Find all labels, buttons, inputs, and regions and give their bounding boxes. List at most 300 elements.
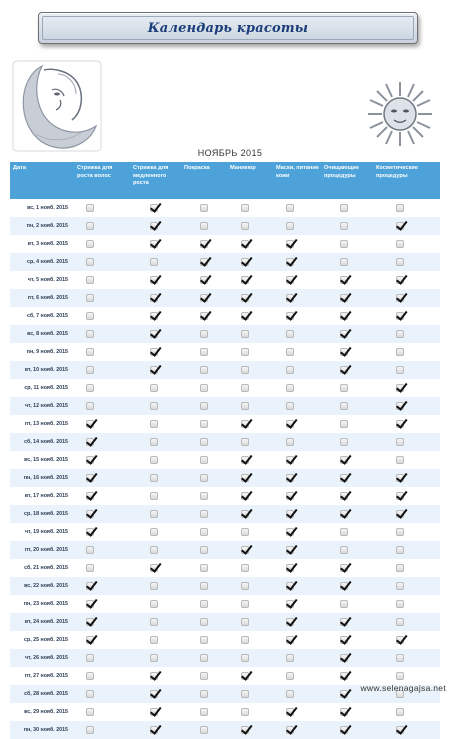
cell-cosmetic <box>373 523 440 541</box>
cell-masks <box>273 649 321 667</box>
table-row <box>10 217 440 235</box>
checkbox-checked[interactable] <box>396 384 404 392</box>
cell-manicure <box>227 577 273 595</box>
date-cell: ср, 25 нояб. 2015 <box>10 631 74 649</box>
checkbox-checked[interactable] <box>286 294 294 302</box>
checkbox-checked[interactable] <box>241 240 249 248</box>
checkbox-checked[interactable] <box>340 294 348 302</box>
header-cleansing: Очищающие процедуры <box>321 162 373 199</box>
checkbox-unchecked[interactable] <box>86 384 94 392</box>
checkbox-unchecked[interactable] <box>286 348 294 356</box>
checkbox-checked[interactable] <box>150 222 158 230</box>
checkbox-unchecked[interactable] <box>241 330 249 338</box>
cell-cosmetic <box>373 343 440 361</box>
checkbox-unchecked[interactable] <box>86 402 94 410</box>
cell-cosmetic <box>373 433 440 451</box>
cell-masks <box>273 505 321 523</box>
cell-manicure <box>227 379 273 397</box>
cell-manicure <box>227 631 273 649</box>
checkbox-unchecked[interactable] <box>241 366 249 374</box>
checkbox-unchecked[interactable] <box>241 528 249 536</box>
cell-cleansing <box>321 559 373 577</box>
checkbox-unchecked[interactable] <box>86 276 94 284</box>
checkbox-checked[interactable] <box>150 672 158 680</box>
checkbox-checked[interactable] <box>340 636 348 644</box>
cell-masks <box>273 685 321 703</box>
cell-haircut-slow-growth <box>130 595 181 613</box>
checkbox-unchecked[interactable] <box>340 420 348 428</box>
cell-masks <box>273 559 321 577</box>
date-cell: чт, 19 нояб. 2015 <box>10 523 74 541</box>
cell-cleansing <box>321 613 373 631</box>
checkbox-checked[interactable] <box>200 240 208 248</box>
checkbox-unchecked[interactable] <box>150 456 158 464</box>
checkbox-checked[interactable] <box>286 726 294 734</box>
checkbox-unchecked[interactable] <box>86 204 94 212</box>
checkbox-unchecked[interactable] <box>200 222 208 230</box>
checkbox-checked[interactable] <box>340 708 348 716</box>
checkbox-unchecked[interactable] <box>241 384 249 392</box>
checkbox-unchecked[interactable] <box>86 654 94 662</box>
table-row <box>10 721 440 739</box>
checkbox-checked[interactable] <box>150 726 158 734</box>
cell-cosmetic <box>373 595 440 613</box>
checkbox-checked[interactable] <box>86 600 94 608</box>
checkbox-unchecked[interactable] <box>200 654 208 662</box>
checkbox-unchecked[interactable] <box>86 672 94 680</box>
checkbox-unchecked[interactable] <box>200 546 208 554</box>
checkbox-checked[interactable] <box>286 636 294 644</box>
date-cell: пт, 6 нояб. 2015 <box>10 289 74 307</box>
checkbox-unchecked[interactable] <box>241 222 249 230</box>
date-cell: сб, 28 нояб. 2015 <box>10 685 74 703</box>
checkbox-unchecked[interactable] <box>200 564 208 572</box>
checkbox-unchecked[interactable] <box>340 402 348 410</box>
cell-haircut-slow-growth <box>130 721 181 739</box>
cell-manicure <box>227 469 273 487</box>
checkbox-checked[interactable] <box>241 672 249 680</box>
checkbox-unchecked[interactable] <box>200 726 208 734</box>
checkbox-unchecked[interactable] <box>150 420 158 428</box>
cell-cleansing <box>321 631 373 649</box>
cell-haircut-slow-growth <box>130 649 181 667</box>
checkbox-unchecked[interactable] <box>396 438 404 446</box>
date-cell: вс, 22 нояб. 2015 <box>10 577 74 595</box>
checkbox-checked[interactable] <box>86 618 94 626</box>
checkbox-unchecked[interactable] <box>86 546 94 554</box>
cell-cosmetic <box>373 703 440 721</box>
checkbox-unchecked[interactable] <box>286 438 294 446</box>
cell-masks <box>273 361 321 379</box>
date-cell: ср, 4 нояб. 2015 <box>10 253 74 271</box>
checkbox-checked[interactable] <box>286 618 294 626</box>
cell-masks <box>273 235 321 253</box>
cell-haircut-slow-growth <box>130 217 181 235</box>
checkbox-unchecked[interactable] <box>86 726 94 734</box>
checkbox-unchecked[interactable] <box>241 582 249 590</box>
checkbox-checked[interactable] <box>286 276 294 284</box>
checkbox-checked[interactable] <box>286 600 294 608</box>
checkbox-checked[interactable] <box>150 294 158 302</box>
checkbox-checked[interactable] <box>86 492 94 500</box>
checkbox-checked[interactable] <box>340 672 348 680</box>
checkbox-checked[interactable] <box>86 438 94 446</box>
cell-haircut-growth <box>74 253 130 271</box>
checkbox-checked[interactable] <box>241 276 249 284</box>
checkbox-unchecked[interactable] <box>241 690 249 698</box>
checkbox-unchecked[interactable] <box>340 204 348 212</box>
checkbox-checked[interactable] <box>150 312 158 320</box>
checkbox-checked[interactable] <box>340 366 348 374</box>
cell-coloring <box>181 577 227 595</box>
cell-cosmetic <box>373 613 440 631</box>
checkbox-checked[interactable] <box>396 276 404 284</box>
cell-coloring <box>181 307 227 325</box>
checkbox-checked[interactable] <box>286 546 294 554</box>
cell-cosmetic <box>373 721 440 739</box>
checkbox-unchecked[interactable] <box>286 654 294 662</box>
cell-cleansing <box>321 289 373 307</box>
checkbox-unchecked[interactable] <box>241 600 249 608</box>
cell-manicure <box>227 541 273 559</box>
page-title: Календарь красоты <box>147 20 309 36</box>
checkbox-checked[interactable] <box>340 582 348 590</box>
checkbox-unchecked[interactable] <box>200 690 208 698</box>
checkbox-unchecked[interactable] <box>150 582 158 590</box>
cell-haircut-growth <box>74 703 130 721</box>
checkbox-unchecked[interactable] <box>86 312 94 320</box>
checkbox-unchecked[interactable] <box>340 528 348 536</box>
checkbox-unchecked[interactable] <box>86 348 94 356</box>
checkbox-unchecked[interactable] <box>396 600 404 608</box>
checkbox-checked[interactable] <box>340 564 348 572</box>
checkbox-unchecked[interactable] <box>286 384 294 392</box>
checkbox-checked[interactable] <box>340 654 348 662</box>
checkbox-checked[interactable] <box>396 492 404 500</box>
checkbox-checked[interactable] <box>396 420 404 428</box>
cell-masks <box>273 271 321 289</box>
checkbox-checked[interactable] <box>340 474 348 482</box>
cell-manicure <box>227 505 273 523</box>
cell-cosmetic <box>373 307 440 325</box>
checkbox-unchecked[interactable] <box>86 330 94 338</box>
checkbox-checked[interactable] <box>150 330 158 338</box>
checkbox-checked[interactable] <box>340 510 348 518</box>
checkbox-unchecked[interactable] <box>200 474 208 482</box>
cell-cleansing <box>321 271 373 289</box>
checkbox-checked[interactable] <box>150 366 158 374</box>
checkbox-checked[interactable] <box>241 546 249 554</box>
checkbox-checked[interactable] <box>286 708 294 716</box>
checkbox-checked[interactable] <box>396 222 404 230</box>
checkbox-unchecked[interactable] <box>86 222 94 230</box>
checkbox-unchecked[interactable] <box>200 438 208 446</box>
checkbox-unchecked[interactable] <box>150 402 158 410</box>
cell-masks <box>273 253 321 271</box>
cell-masks <box>273 487 321 505</box>
cell-cleansing <box>321 541 373 559</box>
checkbox-unchecked[interactable] <box>340 600 348 608</box>
table-row <box>10 199 440 217</box>
checkbox-unchecked[interactable] <box>286 330 294 338</box>
cell-coloring <box>181 703 227 721</box>
checkbox-checked[interactable] <box>286 474 294 482</box>
cell-cosmetic <box>373 289 440 307</box>
checkbox-unchecked[interactable] <box>86 240 94 248</box>
checkbox-checked[interactable] <box>241 420 249 428</box>
checkbox-checked[interactable] <box>150 276 158 284</box>
checkbox-unchecked[interactable] <box>200 420 208 428</box>
cell-cleansing <box>321 595 373 613</box>
table-row <box>10 631 440 649</box>
checkbox-unchecked[interactable] <box>241 636 249 644</box>
checkbox-checked[interactable] <box>86 474 94 482</box>
checkbox-checked[interactable] <box>150 204 158 212</box>
footer-url: www.selenagajsa.net <box>360 683 446 693</box>
checkbox-unchecked[interactable] <box>340 258 348 266</box>
checkbox-checked[interactable] <box>241 726 249 734</box>
checkbox-unchecked[interactable] <box>396 366 404 374</box>
checkbox-unchecked[interactable] <box>86 564 94 572</box>
checkbox-unchecked[interactable] <box>200 348 208 356</box>
cell-manicure <box>227 649 273 667</box>
checkbox-unchecked[interactable] <box>150 654 158 662</box>
cell-masks <box>273 703 321 721</box>
checkbox-checked[interactable] <box>241 456 249 464</box>
checkbox-unchecked[interactable] <box>150 384 158 392</box>
cell-masks <box>273 379 321 397</box>
checkbox-checked[interactable] <box>396 402 404 410</box>
checkbox-checked[interactable] <box>241 510 249 518</box>
checkbox-checked[interactable] <box>241 294 249 302</box>
checkbox-checked[interactable] <box>340 312 348 320</box>
checkbox-checked[interactable] <box>86 636 94 644</box>
cell-cleansing <box>321 253 373 271</box>
checkbox-unchecked[interactable] <box>286 672 294 680</box>
checkbox-unchecked[interactable] <box>396 708 404 716</box>
checkbox-unchecked[interactable] <box>241 348 249 356</box>
checkbox-unchecked[interactable] <box>340 546 348 554</box>
checkbox-unchecked[interactable] <box>340 384 348 392</box>
cell-masks <box>273 523 321 541</box>
checkbox-unchecked[interactable] <box>396 258 404 266</box>
checkbox-checked[interactable] <box>286 312 294 320</box>
checkbox-checked[interactable] <box>396 636 404 644</box>
checkbox-checked[interactable] <box>340 276 348 284</box>
cell-coloring <box>181 613 227 631</box>
checkbox-checked[interactable] <box>200 258 208 266</box>
checkbox-unchecked[interactable] <box>200 600 208 608</box>
checkbox-unchecked[interactable] <box>150 636 158 644</box>
checkbox-unchecked[interactable] <box>150 492 158 500</box>
checkbox-checked[interactable] <box>150 708 158 716</box>
checkbox-checked[interactable] <box>340 492 348 500</box>
checkbox-unchecked[interactable] <box>200 528 208 536</box>
checkbox-unchecked[interactable] <box>200 492 208 500</box>
checkbox-unchecked[interactable] <box>200 384 208 392</box>
checkbox-unchecked[interactable] <box>150 258 158 266</box>
checkbox-checked[interactable] <box>396 294 404 302</box>
checkbox-checked[interactable] <box>150 690 158 698</box>
checkbox-checked[interactable] <box>286 492 294 500</box>
checkbox-unchecked[interactable] <box>241 204 249 212</box>
checkbox-checked[interactable] <box>340 726 348 734</box>
checkbox-unchecked[interactable] <box>150 474 158 482</box>
checkbox-checked[interactable] <box>286 528 294 536</box>
checkbox-unchecked[interactable] <box>200 672 208 680</box>
checkbox-checked[interactable] <box>86 456 94 464</box>
checkbox-unchecked[interactable] <box>396 564 404 572</box>
checkbox-unchecked[interactable] <box>340 222 348 230</box>
checkbox-checked[interactable] <box>340 456 348 464</box>
cell-masks <box>273 667 321 685</box>
checkbox-checked[interactable] <box>340 330 348 338</box>
checkbox-unchecked[interactable] <box>86 690 94 698</box>
checkbox-unchecked[interactable] <box>150 438 158 446</box>
checkbox-unchecked[interactable] <box>396 240 404 248</box>
cell-cleansing <box>321 523 373 541</box>
date-cell: чт, 26 нояб. 2015 <box>10 649 74 667</box>
checkbox-unchecked[interactable] <box>150 528 158 536</box>
checkbox-unchecked[interactable] <box>286 366 294 374</box>
checkbox-unchecked[interactable] <box>86 294 94 302</box>
checkbox-unchecked[interactable] <box>200 456 208 464</box>
checkbox-unchecked[interactable] <box>200 510 208 518</box>
checkbox-unchecked[interactable] <box>241 438 249 446</box>
checkbox-unchecked[interactable] <box>241 654 249 662</box>
checkbox-checked[interactable] <box>340 690 348 698</box>
checkbox-checked[interactable] <box>286 258 294 266</box>
checkbox-unchecked[interactable] <box>241 708 249 716</box>
checkbox-unchecked[interactable] <box>150 600 158 608</box>
checkbox-checked[interactable] <box>396 726 404 734</box>
table-row <box>10 343 440 361</box>
checkbox-checked[interactable] <box>340 348 348 356</box>
cell-coloring <box>181 595 227 613</box>
checkbox-checked[interactable] <box>86 510 94 518</box>
checkbox-unchecked[interactable] <box>286 222 294 230</box>
checkbox-unchecked[interactable] <box>200 402 208 410</box>
checkbox-checked[interactable] <box>241 258 249 266</box>
checkbox-checked[interactable] <box>241 492 249 500</box>
checkbox-checked[interactable] <box>340 618 348 626</box>
checkbox-checked[interactable] <box>150 564 158 572</box>
checkbox-unchecked[interactable] <box>200 708 208 716</box>
cell-coloring <box>181 217 227 235</box>
header-manicure: Маникюр <box>227 162 273 199</box>
cell-masks <box>273 307 321 325</box>
checkbox-checked[interactable] <box>396 474 404 482</box>
checkbox-unchecked[interactable] <box>396 546 404 554</box>
cell-manicure <box>227 361 273 379</box>
checkbox-checked[interactable] <box>200 294 208 302</box>
date-cell: сб, 21 нояб. 2015 <box>10 559 74 577</box>
cell-haircut-growth <box>74 217 130 235</box>
cell-haircut-growth <box>74 469 130 487</box>
checkbox-unchecked[interactable] <box>396 582 404 590</box>
date-cell: пт, 20 нояб. 2015 <box>10 541 74 559</box>
checkbox-checked[interactable] <box>150 240 158 248</box>
checkbox-unchecked[interactable] <box>340 438 348 446</box>
checkbox-unchecked[interactable] <box>286 402 294 410</box>
checkbox-unchecked[interactable] <box>150 618 158 626</box>
checkbox-unchecked[interactable] <box>200 204 208 212</box>
checkbox-checked[interactable] <box>286 240 294 248</box>
checkbox-checked[interactable] <box>241 312 249 320</box>
checkbox-checked[interactable] <box>286 456 294 464</box>
checkbox-checked[interactable] <box>286 582 294 590</box>
checkbox-unchecked[interactable] <box>200 582 208 590</box>
checkbox-unchecked[interactable] <box>150 546 158 554</box>
checkbox-checked[interactable] <box>286 420 294 428</box>
checkbox-unchecked[interactable] <box>200 618 208 626</box>
cell-haircut-growth <box>74 487 130 505</box>
checkbox-unchecked[interactable] <box>86 366 94 374</box>
checkbox-checked[interactable] <box>86 582 94 590</box>
checkbox-unchecked[interactable] <box>200 366 208 374</box>
cell-manicure <box>227 685 273 703</box>
table-row <box>10 325 440 343</box>
table-row <box>10 469 440 487</box>
cell-haircut-growth <box>74 577 130 595</box>
checkbox-unchecked[interactable] <box>396 528 404 536</box>
cell-coloring <box>181 667 227 685</box>
checkbox-unchecked[interactable] <box>200 330 208 338</box>
cell-haircut-growth <box>74 451 130 469</box>
cell-cleansing <box>321 235 373 253</box>
checkbox-checked[interactable] <box>286 564 294 572</box>
checkbox-unchecked[interactable] <box>86 708 94 716</box>
checkbox-unchecked[interactable] <box>396 330 404 338</box>
checkbox-checked[interactable] <box>241 474 249 482</box>
cell-haircut-growth <box>74 307 130 325</box>
checkbox-unchecked[interactable] <box>200 636 208 644</box>
checkbox-unchecked[interactable] <box>396 672 404 680</box>
checkbox-checked[interactable] <box>396 312 404 320</box>
cell-haircut-slow-growth <box>130 523 181 541</box>
checkbox-unchecked[interactable] <box>396 618 404 626</box>
header-date: Дата <box>10 162 74 199</box>
checkbox-unchecked[interactable] <box>241 402 249 410</box>
checkbox-unchecked[interactable] <box>286 204 294 212</box>
checkbox-unchecked[interactable] <box>340 240 348 248</box>
checkbox-unchecked[interactable] <box>150 510 158 518</box>
cell-cleansing <box>321 721 373 739</box>
checkbox-unchecked[interactable] <box>396 204 404 212</box>
checkbox-unchecked[interactable] <box>396 654 404 662</box>
cell-coloring <box>181 397 227 415</box>
checkbox-checked[interactable] <box>396 510 404 518</box>
checkbox-checked[interactable] <box>150 348 158 356</box>
checkbox-checked[interactable] <box>86 420 94 428</box>
checkbox-checked[interactable] <box>200 276 208 284</box>
checkbox-unchecked[interactable] <box>86 258 94 266</box>
checkbox-unchecked[interactable] <box>286 690 294 698</box>
checkbox-checked[interactable] <box>86 528 94 536</box>
moon-face-icon <box>12 60 102 152</box>
cell-masks <box>273 613 321 631</box>
table-row <box>10 289 440 307</box>
checkbox-unchecked[interactable] <box>396 348 404 356</box>
checkbox-checked[interactable] <box>200 312 208 320</box>
checkbox-unchecked[interactable] <box>241 618 249 626</box>
cell-haircut-growth <box>74 649 130 667</box>
checkbox-checked[interactable] <box>286 510 294 518</box>
checkbox-unchecked[interactable] <box>241 564 249 572</box>
checkbox-unchecked[interactable] <box>396 456 404 464</box>
cell-haircut-slow-growth <box>130 379 181 397</box>
cell-masks <box>273 469 321 487</box>
